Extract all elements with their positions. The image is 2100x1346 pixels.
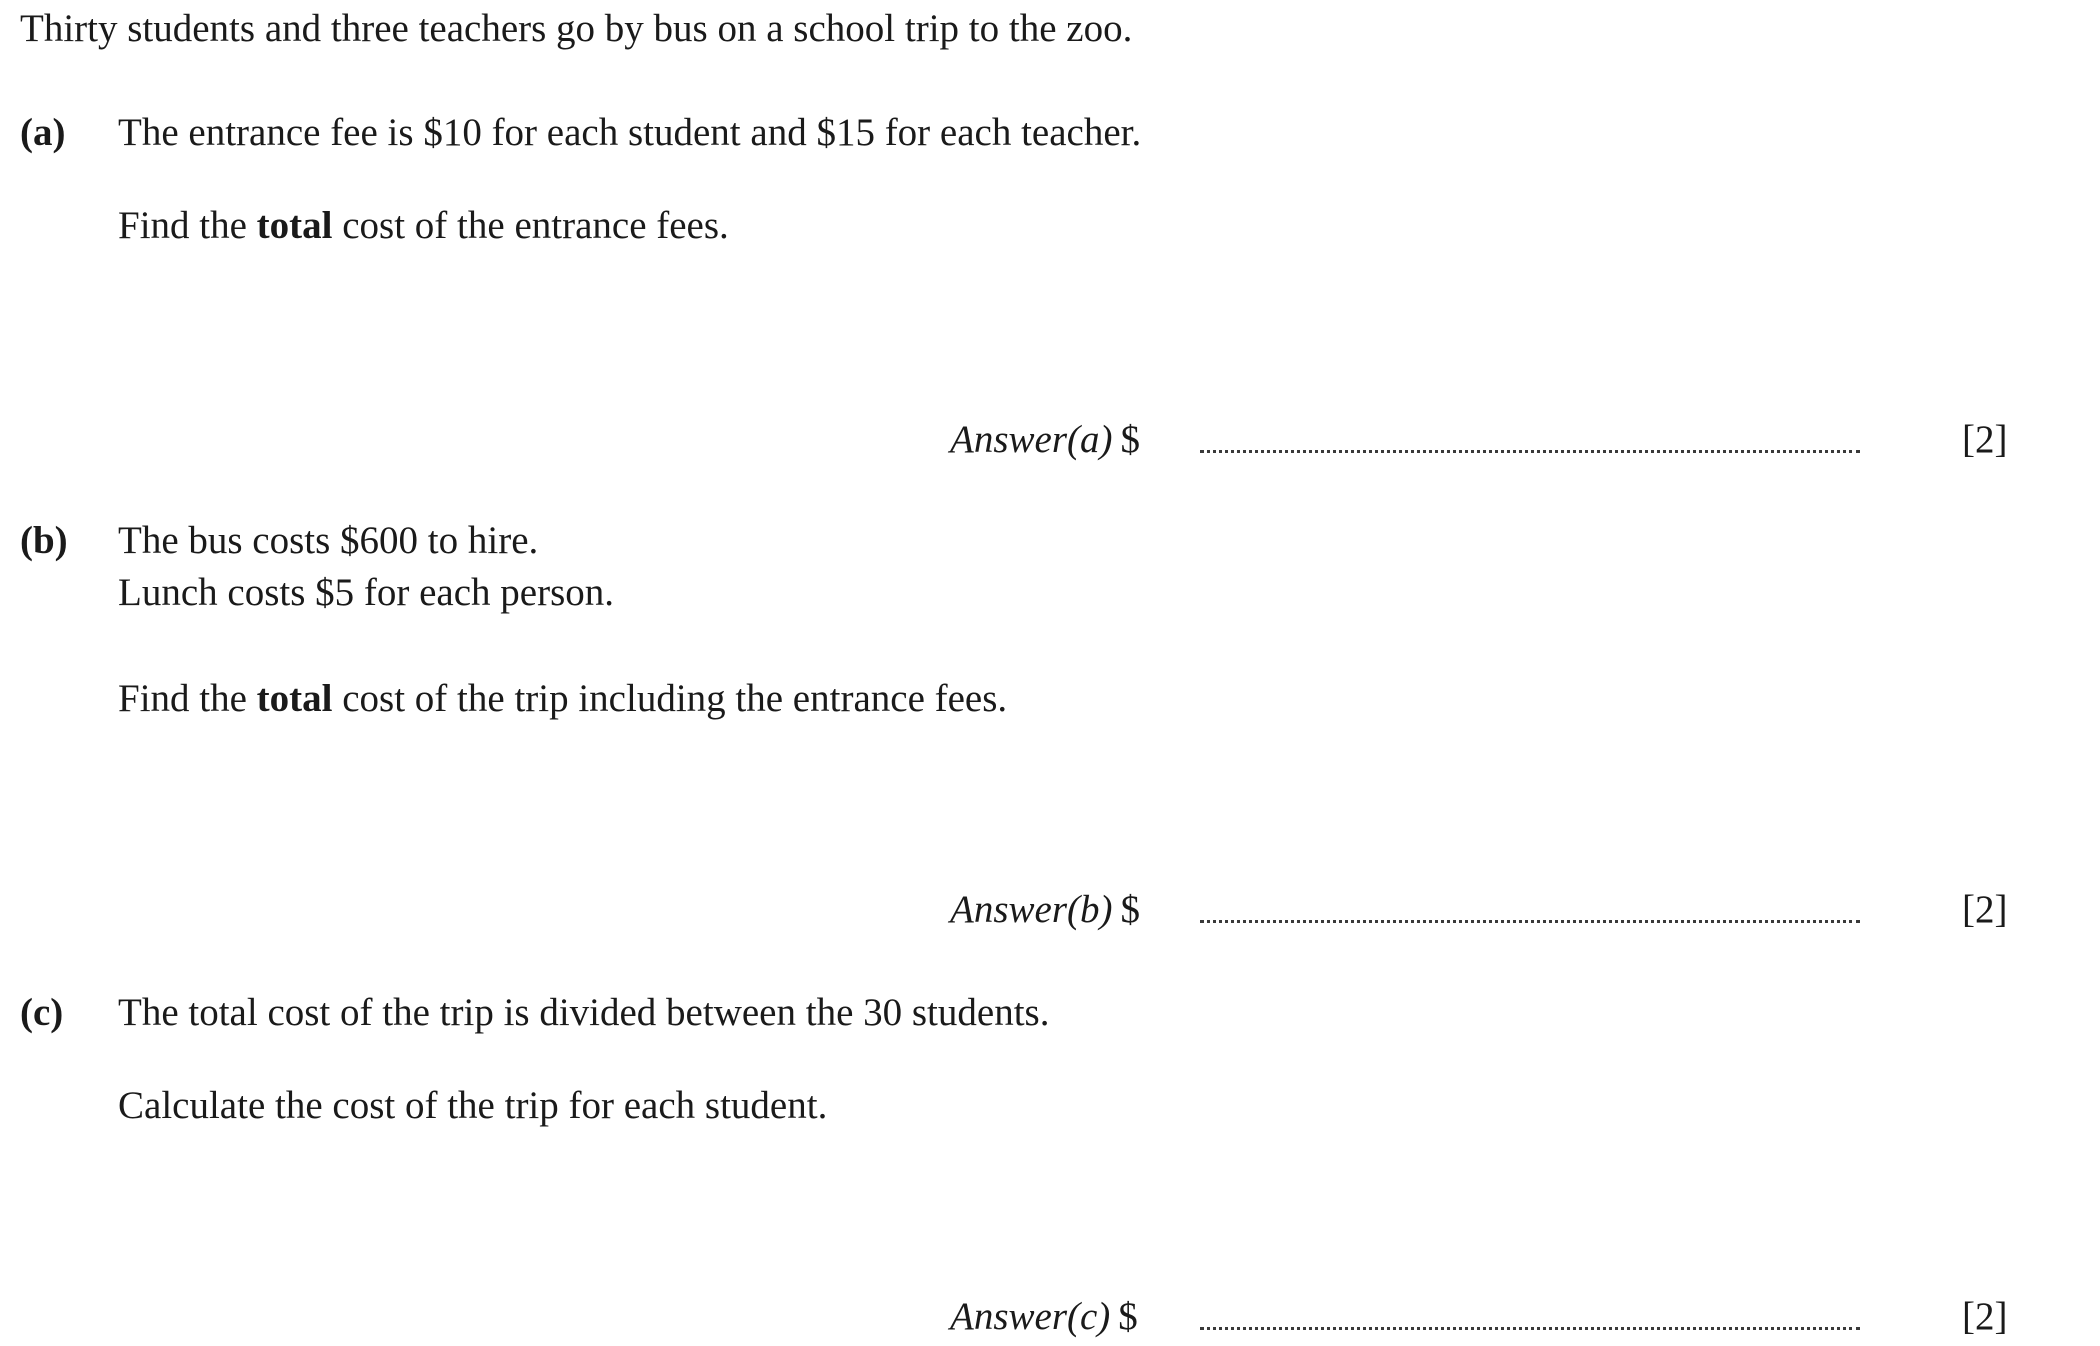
- answer-a-row: [950, 417, 2008, 464]
- answer-b-currency: $: [1120, 888, 1140, 931]
- answer-b-label: Answer(b): [950, 888, 1113, 931]
- answer-a-marks: [2]: [1962, 418, 2008, 461]
- part-a-instruction: Find the total cost of the entrance fees.: [118, 204, 729, 247]
- part-a-label: (a): [20, 111, 66, 154]
- answer-c-label: Answer(c): [950, 1295, 1111, 1338]
- part-b-instruction: Find the total cost of the trip including the entrance fees.: [118, 677, 1008, 720]
- part-c-statement: The total cost of the trip is divided between the 30 students.: [118, 991, 1050, 1034]
- answer-a-label: Answer(a): [950, 418, 1113, 461]
- part-c-label: (c): [20, 991, 64, 1034]
- answer-b-field[interactable]: [1200, 920, 1860, 923]
- part-c-instruction: Calculate the cost of the trip for each student.: [118, 1084, 828, 1127]
- answer-c-row: [950, 1294, 2008, 1341]
- part-b-statement-1: The bus costs $600 to hire.: [118, 519, 539, 562]
- answer-a-currency: $: [1120, 418, 1140, 461]
- part-b-statement-2: Lunch costs $5 for each person.: [118, 571, 615, 614]
- intro-text: Thirty students and three teachers go by bus on a school trip to the zoo.: [20, 7, 1133, 50]
- answer-a-field[interactable]: [1200, 450, 1860, 453]
- answer-c-field[interactable]: [1200, 1327, 1860, 1330]
- answer-c-currency: $: [1118, 1295, 1138, 1338]
- part-a-statement: The entrance fee is $10 for each student and $15 for each teacher.: [118, 111, 1142, 154]
- answer-b-marks: [2]: [1962, 888, 2008, 931]
- part-a-instruction-emphasis: total: [256, 204, 333, 247]
- answer-b-row: [950, 887, 2008, 934]
- part-b-label: (b): [20, 519, 68, 562]
- answer-c-marks: [2]: [1962, 1295, 2008, 1338]
- part-b-instruction-emphasis: total: [256, 677, 333, 720]
